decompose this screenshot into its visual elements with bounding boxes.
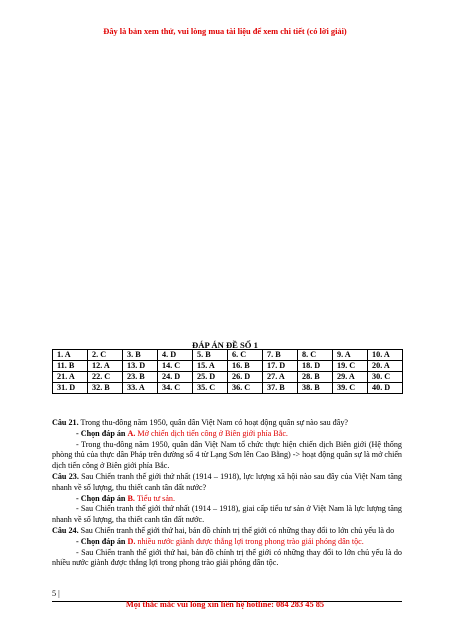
answer-key-cell: 6. C [228, 350, 263, 361]
question-text: Sau Chiến tranh thế giới thứ hai, bản đồ chính trị thế giới có những thay đổi to lớn chủ yếu là do [80, 525, 395, 535]
explanation: - Trong thu-đông năm 1950, quân dân Việt Nam tổ chức thực hiện chiến dịch Biên giới (Hệ thống phòng thủ của thực dân Pháp trên đường số 4 từ Lạng Sơn lên Cao Bằng) -> hoạt động quân sự là mở chiến dịch tiến công ở Biên giới phía Bắc. [52, 439, 402, 471]
answer-key-cell: 1. A [53, 350, 88, 361]
answer-key-cell: 12. A [88, 361, 123, 372]
choose-label: - Chọn đáp án [76, 493, 126, 503]
answer-key-cell: 29. A [333, 372, 368, 383]
page-number: 5 | [52, 589, 402, 602]
choose-letter: B. [127, 493, 135, 503]
answer-key-cell: 14. C [158, 361, 193, 372]
answer-key-cell: 32. B [88, 383, 123, 394]
explanation: - Sau Chiến tranh thế giới thứ nhất (1914 – 1918), giai cấp tiểu tư sản ở Việt Nam là lực lượng tăng nhanh về số lượng, tha thiết canh tân đất nước. [52, 504, 402, 525]
answer-key-cell: 2. C [88, 350, 123, 361]
answer-key-cell: 9. A [333, 350, 368, 361]
answer-key-cell: 31. D [53, 383, 88, 394]
choose-letter: D. [127, 536, 136, 546]
answer-key-cell: 13. D [123, 361, 158, 372]
answer-key-cell: 35. C [193, 383, 228, 394]
answer-key-cell: 40. D [368, 383, 403, 394]
choose-label: - Chọn đáp án [76, 428, 126, 438]
question-23 [52, 472, 402, 494]
chosen-answer [52, 537, 402, 548]
answer-key-cell: 26. D [228, 372, 263, 383]
answer-key-cell: 4. D [158, 350, 193, 361]
question-label: Câu 23. [52, 471, 79, 481]
answer-key-row [53, 372, 403, 383]
preview-notice: Đây là bản xem thử, vui lòng mua tài liệu để xem chi tiết (có lời giải) [103, 27, 347, 36]
question-21 [52, 418, 402, 429]
answer-key-title: ĐÁP ÁN ĐỀ SỐ 1 [192, 340, 258, 350]
answer-key-cell: 5. B [193, 350, 228, 361]
answer-key-cell: 23. B [123, 372, 158, 383]
choose-text: Mở chiến dịch tiến công ở Biên giới phía Bắc. [137, 428, 288, 438]
chosen-answer [52, 429, 402, 440]
answer-key-cell: 22. C [88, 372, 123, 383]
chosen-answer [52, 494, 402, 505]
answer-key-cell: 16. B [228, 361, 263, 372]
choose-text: Tiểu tư sản. [136, 493, 176, 503]
question-24 [52, 526, 402, 537]
answer-key-cell: 19. C [333, 361, 368, 372]
answer-key-cell: 10. A [368, 350, 403, 361]
question-label: Câu 24. [52, 525, 79, 535]
answer-key-cell: 36. C [228, 383, 263, 394]
answer-key-cell: 17. D [263, 361, 298, 372]
answer-key-cell: 38. B [298, 383, 333, 394]
solutions-section [52, 418, 402, 569]
answer-key-row [53, 361, 403, 372]
explanation: - Sau Chiến tranh thế giới thứ hai, bản đồ chính trị thế giới có những thay đổi to lớn chủ yếu là do nhiều nước giành được thắng lợi trong phong trào giải phóng dân tộc. [52, 547, 402, 568]
answer-key-cell: 34. C [158, 383, 193, 394]
answer-key-cell: 28. B [298, 372, 333, 383]
hotline-footer: Mọi thắc mắc vui lòng xin liên hệ hotline: 084 283 45 85 [125, 600, 325, 609]
question-text: Trong thu-đông năm 1950, quân dân Việt Nam có hoạt động quân sự nào sau đây? [80, 418, 349, 427]
answer-key-cell: 27. A [263, 372, 298, 383]
answer-key-cell: 25. D [193, 372, 228, 383]
answer-key-cell: 20. A [368, 361, 403, 372]
answer-key-row [53, 383, 403, 394]
question-label: Câu 21. [52, 418, 79, 427]
answer-key-row [53, 350, 403, 361]
answer-key-cell: 21. A [53, 372, 88, 383]
answer-key-cell: 30. C [368, 372, 403, 383]
answer-key-cell: 8. C [298, 350, 333, 361]
hidden-content-area [20, 50, 430, 330]
answer-key-cell: 39. C [333, 383, 368, 394]
answer-key-cell: 18. D [298, 361, 333, 372]
answer-key-cell: 24. D [158, 372, 193, 383]
choose-text: nhiều nước giành được thắng lợi trong phong trào giải phóng dân tộc. [137, 536, 364, 546]
answer-key-cell: 33. A [123, 383, 158, 394]
answer-key-cell: 7. B [263, 350, 298, 361]
answer-key-cell: 3. B [123, 350, 158, 361]
answer-key-cell: 11. B [53, 361, 88, 372]
answer-key-cell: 15. A [193, 361, 228, 372]
question-text: Sau Chiến tranh thế giới thứ nhất (1914 – 1918), lực lượng xã hội nào sau đây của Việt Nam tăng nhanh về số lượng, thu thiết canh tân đất nước? [52, 471, 402, 492]
answer-key-cell: 37. B [263, 383, 298, 394]
choose-label: - Chọn đáp án [76, 536, 126, 546]
answer-key-table [52, 349, 403, 394]
choose-letter: A. [127, 428, 136, 438]
